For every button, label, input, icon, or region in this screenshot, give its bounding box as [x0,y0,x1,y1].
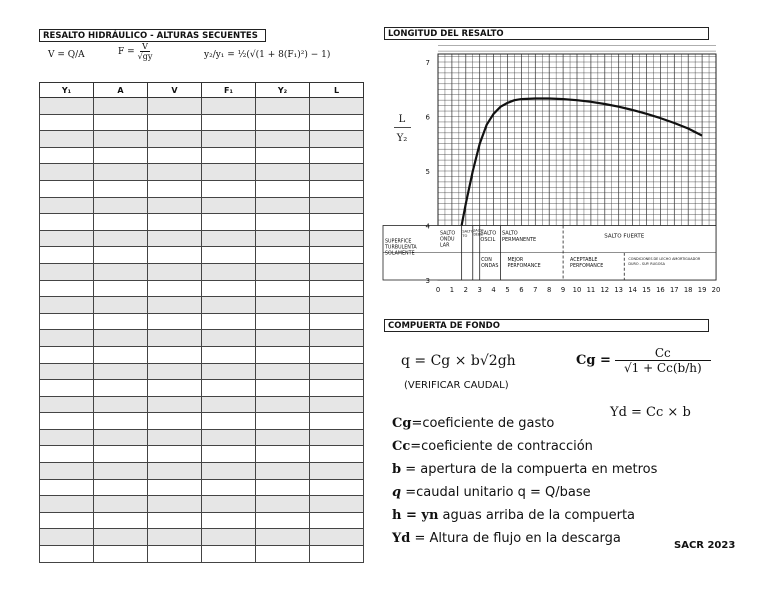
table-cell[interactable] [310,496,364,513]
def-cc-text: =coeficiente de contracción [410,439,593,454]
table-row [40,131,364,148]
table-cell[interactable] [310,313,364,330]
y-tick-label: 7 [425,59,430,67]
table-header-row [40,83,364,98]
table-cell[interactable] [202,263,256,280]
table-row [40,463,364,480]
y-tick-label: 4 [425,222,430,231]
length-chart [382,42,727,317]
table-cell[interactable] [94,346,148,363]
table-cell[interactable] [256,546,310,563]
table-row [40,180,364,197]
table-cell[interactable] [310,214,364,231]
table-cell[interactable] [310,197,364,214]
table-cell[interactable] [310,429,364,446]
table-cell[interactable] [202,280,256,297]
table-cell[interactable] [310,346,364,363]
table-cell[interactable] [40,380,94,397]
table-cell[interactable] [94,330,148,347]
table-cell[interactable] [148,413,202,430]
table-cell[interactable] [310,330,364,347]
table-cell[interactable] [256,147,310,164]
table-row [40,546,364,563]
table-cell[interactable] [94,529,148,546]
def-cc [392,435,657,458]
label-aceptable: ACEPTABLE [570,257,598,263]
table-cell[interactable] [310,280,364,297]
table-cell[interactable] [202,131,256,148]
table-cell[interactable] [256,380,310,397]
table-cell[interactable] [94,131,148,148]
table-cell[interactable] [256,413,310,430]
col-v: V [148,83,202,98]
col-l: L [310,83,364,98]
table-cell[interactable] [310,413,364,430]
x-tick-label: 12 [600,286,610,294]
table-cell[interactable] [202,147,256,164]
label-ondular: ONDU [440,237,455,243]
table-cell[interactable] [202,230,256,247]
label-fuerte: SALTO FUERTE [604,233,645,240]
froude-num: V [142,42,148,51]
table-cell[interactable] [202,529,256,546]
table-cell[interactable] [256,429,310,446]
table-cell[interactable] [310,512,364,529]
table-cell[interactable] [40,396,94,413]
table-cell[interactable] [148,280,202,297]
table-cell[interactable] [148,180,202,197]
table-row [40,247,364,264]
table-cell[interactable] [94,496,148,513]
table-cell[interactable] [202,247,256,264]
chart-title: LONGITUD DEL RESALTO [384,27,709,40]
velocity-formula: V = Q/A [48,50,85,60]
def-h-text: aguas arriba de la compuerta [438,508,636,523]
table-cell[interactable] [310,180,364,197]
label-superficie: TURBULENTA [385,245,417,251]
table-row [40,230,364,247]
table-cell[interactable] [148,263,202,280]
table-cell[interactable] [40,346,94,363]
table-cell[interactable] [94,297,148,314]
signature: SACR 2023 [674,540,736,551]
table-row [40,98,364,115]
x-tick-label: 1 [449,286,455,294]
x-tick-label: 6 [519,286,524,294]
cg-den: √1 + Cc(b/h) [623,361,702,375]
table-cell[interactable] [94,197,148,214]
table-row [40,479,364,496]
table-cell[interactable] [94,214,148,231]
table-cell[interactable] [310,147,364,164]
def-yd-sym: Yd [392,531,411,546]
label-condiciones: CONDICIONES DE LECHO AMORTIGUADOR [628,256,701,261]
table-row [40,529,364,546]
x-tick-label: 13 [614,286,624,294]
table-cell[interactable] [40,479,94,496]
table-cell[interactable] [94,280,148,297]
label-aceptable: PERFOMANCE [570,263,604,269]
x-tick-label: 14 [628,286,637,294]
table-cell[interactable] [148,147,202,164]
table-cell[interactable] [40,214,94,231]
table-cell[interactable] [148,313,202,330]
results-table [39,82,364,563]
table-cell[interactable] [148,197,202,214]
x-tick-label: 3 [477,286,482,294]
table-cell[interactable] [94,164,148,181]
table-cell[interactable] [256,463,310,480]
data-curve [462,99,702,226]
table-row [40,429,364,446]
table-cell[interactable] [202,98,256,115]
table-cell[interactable] [148,164,202,181]
cg-num: Cc [615,346,711,361]
table-cell[interactable] [94,247,148,264]
x-tick-label: 4 [491,286,496,294]
table-cell[interactable] [40,297,94,314]
table-cell[interactable] [94,313,148,330]
def-h-sym: h = yn [392,508,439,523]
q-formula: q = Cg × b√2gh [401,353,516,369]
table-cell[interactable] [94,230,148,247]
table-cell[interactable] [256,247,310,264]
table-cell[interactable] [40,330,94,347]
table-cell[interactable] [40,546,94,563]
cg-formula [576,346,711,375]
table-cell[interactable] [202,363,256,380]
table-cell[interactable] [40,446,94,463]
label-debil: SALTO [473,228,484,233]
y-tick-label: 5 [425,168,430,176]
ylabel-bottom: Y₂ [396,133,408,145]
table-cell[interactable] [40,131,94,148]
table-row [40,147,364,164]
table-cell[interactable] [310,529,364,546]
table-cell[interactable] [256,330,310,347]
label-salto-to: TO [462,234,468,238]
table-cell[interactable] [310,446,364,463]
table-cell[interactable] [94,114,148,131]
table-cell[interactable] [148,529,202,546]
table-row [40,297,364,314]
table-cell[interactable] [310,164,364,181]
table-cell[interactable] [40,247,94,264]
table-cell[interactable] [256,197,310,214]
y-tick-label: 3 [425,277,430,285]
table-cell[interactable] [94,147,148,164]
table-cell[interactable] [310,297,364,314]
froude-lhs: F = [118,46,135,57]
table-cell[interactable] [310,230,364,247]
verificar-note: (VERIFICAR CAUDAL) [404,380,509,391]
table-cell[interactable] [202,313,256,330]
table-title: RESALTO HIDRÁULICO - ALTURAS SECUENTES [39,29,266,42]
table-row [40,396,364,413]
table-cell[interactable] [148,247,202,264]
table-cell[interactable] [40,197,94,214]
table-cell[interactable] [202,512,256,529]
table-row [40,197,364,214]
table-cell[interactable] [202,479,256,496]
table-cell[interactable] [40,363,94,380]
label-superficie: SUPERFICE [385,239,412,245]
table-cell[interactable] [148,131,202,148]
table-cell[interactable] [148,546,202,563]
x-tick-label: 9 [560,286,566,294]
table-cell[interactable] [310,114,364,131]
table-cell[interactable] [202,297,256,314]
cg-lhs: Cg = [576,353,611,368]
table-cell[interactable] [148,114,202,131]
table-cell[interactable] [40,496,94,513]
table-cell[interactable] [310,546,364,563]
y-tick-label: 6 [425,113,430,122]
def-cg-sym: Cg [392,416,412,431]
table-cell[interactable] [256,446,310,463]
table-cell[interactable] [256,297,310,314]
def-cc-sym: Cc [392,439,411,454]
col-f1: F₁ [202,83,256,98]
table-cell[interactable] [256,529,310,546]
table-cell[interactable] [202,114,256,131]
table-cell[interactable] [148,297,202,314]
table-row [40,363,364,380]
x-tick-label: 18 [683,286,693,294]
table-cell[interactable] [202,197,256,214]
table-cell[interactable] [202,164,256,181]
table-cell[interactable] [202,380,256,397]
table-cell[interactable] [256,214,310,231]
table-cell[interactable] [148,98,202,115]
table-row [40,496,364,513]
def-q-sym: q [392,485,402,500]
table-cell[interactable] [202,496,256,513]
def-h [392,504,657,527]
table-cell[interactable] [202,180,256,197]
def-yd [392,527,657,550]
table-cell[interactable] [256,131,310,148]
label-debil: DÉBIL [473,232,483,237]
table-cell[interactable] [310,363,364,380]
table-cell[interactable] [256,114,310,131]
table-cell[interactable] [94,413,148,430]
table-cell[interactable] [148,214,202,231]
table-cell[interactable] [40,512,94,529]
table-cell[interactable] [202,413,256,430]
table-cell[interactable] [94,98,148,115]
table-cell[interactable] [94,512,148,529]
table-cell[interactable] [202,546,256,563]
table-cell[interactable] [40,230,94,247]
table-cell[interactable] [256,98,310,115]
yd-formula: Yd = Cc × b [610,405,691,420]
table-cell[interactable] [310,380,364,397]
label-ondular: SALTO [440,231,456,237]
table-cell[interactable] [94,180,148,197]
table-cell[interactable] [310,98,364,115]
table-cell[interactable] [40,280,94,297]
table-cell[interactable] [202,429,256,446]
label-mejor: PERFOMANCE [507,263,541,269]
table-cell[interactable] [202,214,256,231]
label-permanente: SALTO [501,230,518,237]
table-cell[interactable] [202,463,256,480]
table-cell[interactable] [148,230,202,247]
table-cell[interactable] [148,463,202,480]
table-cell[interactable] [256,496,310,513]
table-row [40,313,364,330]
table-cell[interactable] [256,263,310,280]
def-b [392,458,657,481]
table-cell[interactable] [94,396,148,413]
table-row [40,380,364,397]
definitions-list [392,412,657,550]
table-cell[interactable] [310,131,364,148]
table-cell[interactable] [40,263,94,280]
def-yd-text: = Altura de flujo en la descarga [414,531,621,546]
table-cell[interactable] [310,396,364,413]
def-cg [392,412,657,435]
table-row [40,214,364,231]
x-tick-label: 17 [669,286,679,294]
col-y1: Y₁ [40,83,94,98]
table-row [40,164,364,181]
x-tick-label: 19 [697,286,707,294]
table-cell[interactable] [40,429,94,446]
label-permanente: PERMANENTE [501,237,537,243]
table-cell[interactable] [202,330,256,347]
x-tick-label: 8 [547,286,552,294]
table-cell[interactable] [202,346,256,363]
label-oscil: SALTO [480,230,497,237]
compuerta-title: COMPUERTA DE FONDO [384,319,709,332]
table-cell[interactable] [148,512,202,529]
x-tick-label: 11 [586,286,596,294]
table-cell[interactable] [310,263,364,280]
label-con-ondas: CON [481,257,492,263]
table-cell[interactable] [94,463,148,480]
x-tick-label: 16 [656,286,665,294]
def-b-text: = apertura de la compuerta en metros [405,462,658,477]
table-row [40,512,364,529]
table-cell[interactable] [148,479,202,496]
label-salto-to: SALTO [462,229,474,234]
table-cell[interactable] [256,180,310,197]
label-superficie: SOLAMENTE [385,251,415,257]
table-cell[interactable] [40,463,94,480]
table-cell[interactable] [94,429,148,446]
def-q-text: =caudal unitario q = Q/base [405,485,591,500]
x-tick-label: 15 [642,286,651,294]
table-cell[interactable] [94,380,148,397]
def-cg-text: =coeficiente de gasto [411,416,555,431]
table-cell[interactable] [40,413,94,430]
x-tick-label: 10 [572,286,582,294]
label-mejor: MEJOR [507,257,524,263]
ratio-formula: y₂/y₁ = ½(√(1 + 8(F₁)²) − 1) [204,50,331,60]
table-cell[interactable] [94,446,148,463]
table-cell[interactable] [256,363,310,380]
table-cell[interactable] [310,463,364,480]
label-condiciones: DURO - SUP. RUGOSA [628,261,665,266]
table-cell[interactable] [94,363,148,380]
froude-den: √gy [137,52,153,61]
table-row [40,346,364,363]
froude-formula [118,42,152,61]
label-oscil: OSCIL [480,237,496,243]
x-tick-label: 5 [505,286,510,294]
table-cell[interactable] [256,164,310,181]
x-tick-label: 7 [533,286,538,294]
table-cell[interactable] [256,230,310,247]
table-cell[interactable] [148,396,202,413]
table-cell[interactable] [148,380,202,397]
table-row [40,263,364,280]
table-cell[interactable] [148,446,202,463]
table-cell[interactable] [256,346,310,363]
table-cell[interactable] [202,446,256,463]
table-cell[interactable] [256,512,310,529]
table-cell[interactable] [256,313,310,330]
table-cell[interactable] [310,247,364,264]
table-cell[interactable] [40,147,94,164]
table-cell[interactable] [94,546,148,563]
table-row [40,446,364,463]
table-cell[interactable] [148,346,202,363]
label-con-ondas: ONDAS [481,263,499,269]
table-cell[interactable] [148,363,202,380]
table-cell[interactable] [40,313,94,330]
table-cell[interactable] [256,396,310,413]
col-a: A [94,83,148,98]
table-cell[interactable] [40,180,94,197]
ylabel-top: L [398,113,406,125]
table-cell[interactable] [148,330,202,347]
def-q [392,481,657,504]
table-cell[interactable] [40,529,94,546]
table-cell[interactable] [40,164,94,181]
table-cell[interactable] [148,496,202,513]
table-cell[interactable] [256,280,310,297]
table-cell[interactable] [40,114,94,131]
table-cell[interactable] [202,396,256,413]
table-row [40,114,364,131]
col-y2: Y₂ [256,83,310,98]
table-cell[interactable] [148,429,202,446]
x-tick-label: 2 [463,286,468,294]
def-b-sym: b [392,462,402,477]
table-cell[interactable] [256,479,310,496]
x-tick-label: 0 [435,286,441,294]
table-cell[interactable] [94,263,148,280]
table-cell[interactable] [310,479,364,496]
table-cell[interactable] [40,98,94,115]
table-row [40,413,364,430]
table-cell[interactable] [94,479,148,496]
table-row [40,280,364,297]
x-tick-label: 20 [711,286,721,294]
label-ondular: LAR [440,243,450,249]
table-row [40,330,364,347]
